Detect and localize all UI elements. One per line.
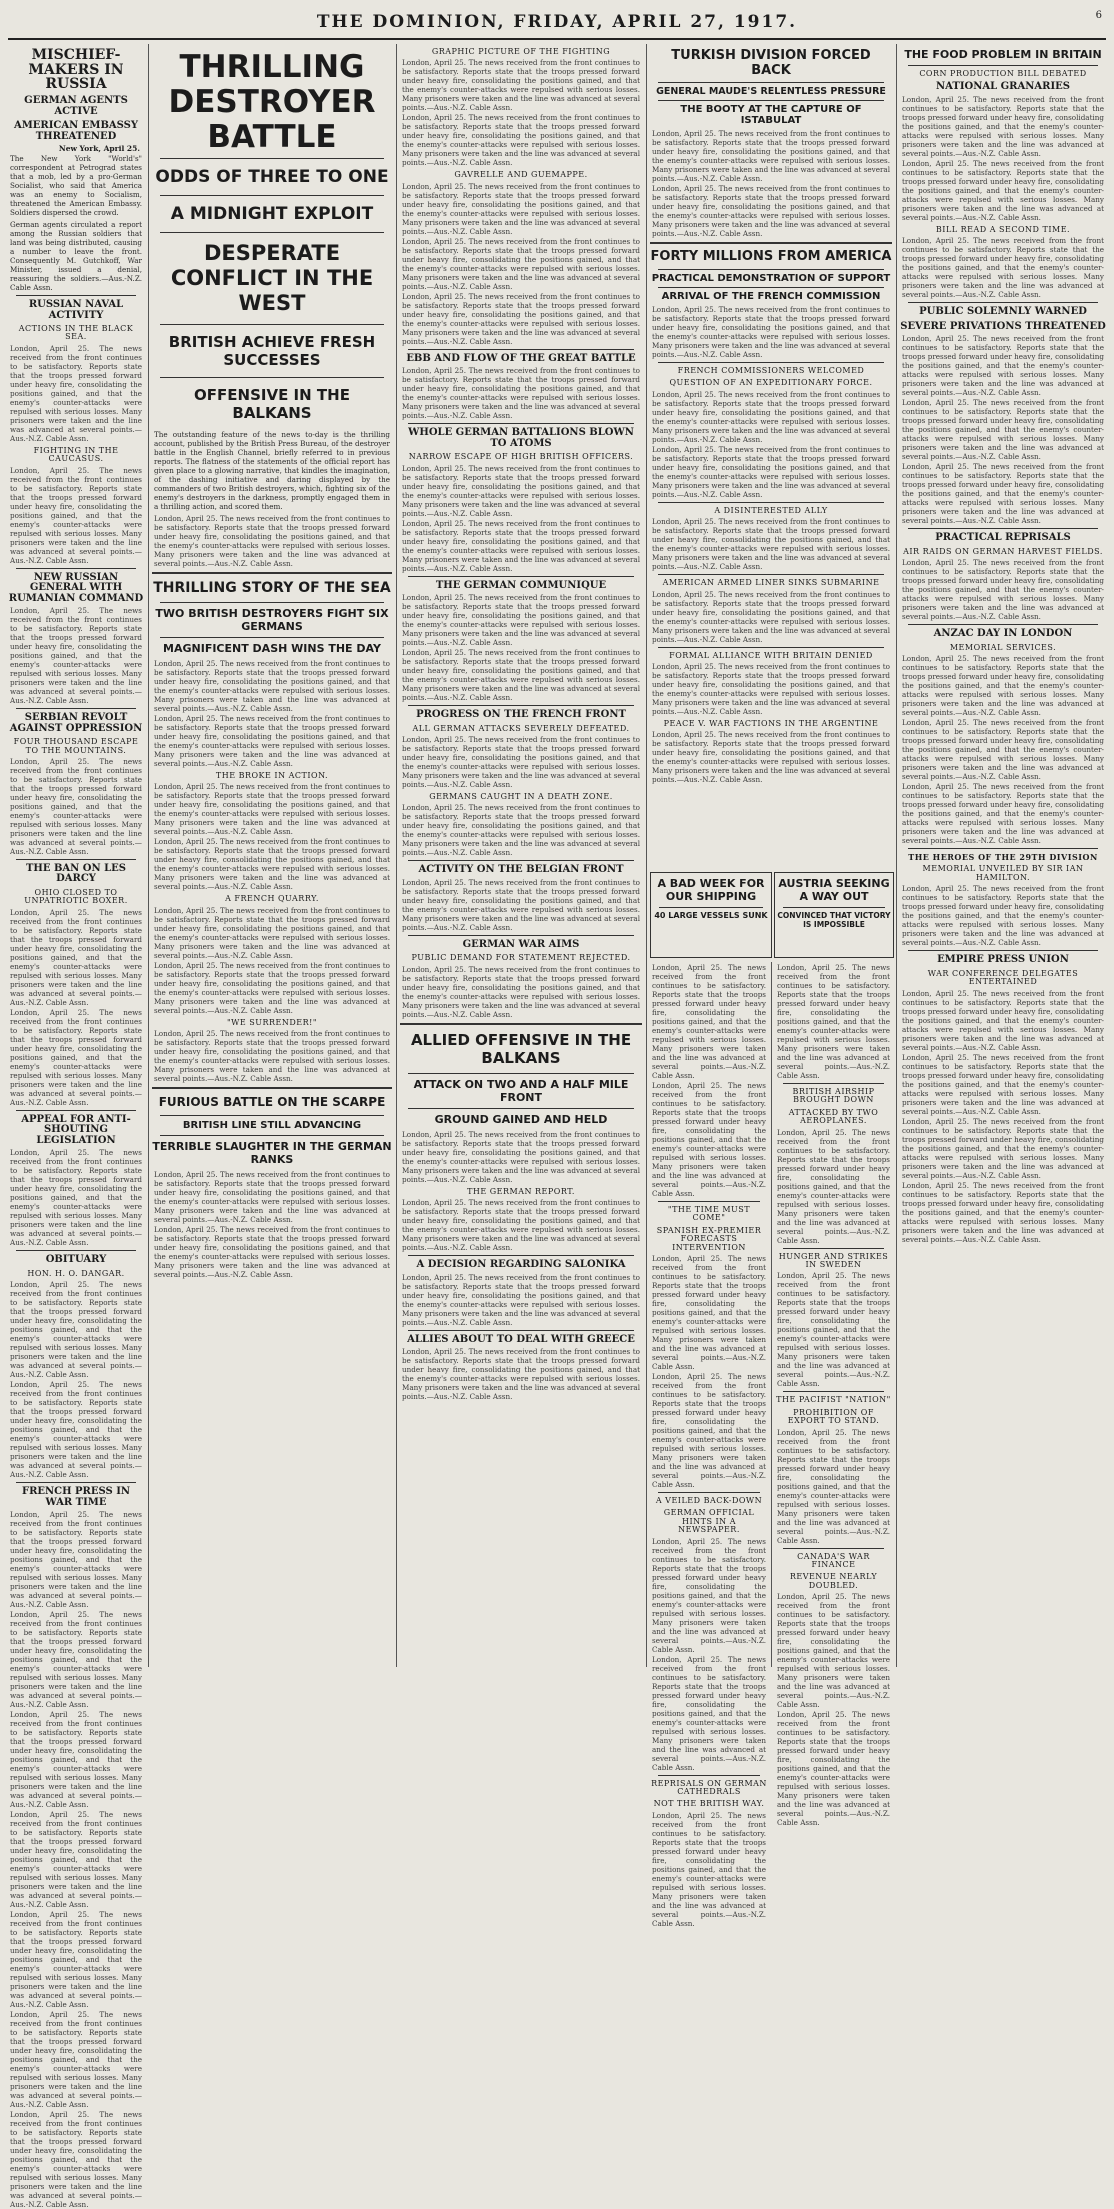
article-text: London, April 25. The news received from the front continues to be satisfactory. Reports state that the troops pressed forward under heavy fire, consolidating the positions gained, and that the enemy's counter-attacks were repulsed with serious losses. Many prisoners were taken and the line was advanced at several points.—Aus.-N.Z. Cable Assn. xyxy=(902,1116,1104,1180)
article-text: London, April 25. The news received from the front continues to be satisfactory. Reports state that the troops pressed forward under heavy fire, consolidating the positions gained, and that the enemy's counter-attacks were repulsed with serious losses. Many prisoners were taken and the line was advanced at several points.—Aus.-N.Z. Cable Assn. xyxy=(402,1272,640,1327)
subheadline: 40 LARGE VESSELS SUNK xyxy=(654,911,768,920)
article-text: London, April 25. The news received from the front continues to be satisfactory. Reports state that the troops pressed forward under heavy fire, consolidating the positions gained, and that the enemy's counter-attacks were repulsed with serious losses. Many prisoners were taken and the line was advanced at several points.—Aus.-N.Z. Cable Assn. xyxy=(402,964,640,1019)
article-text: London, April 25. The news received from the front continues to be satisfactory. Reports state that the troops pressed forward under heavy fire, consolidating the positions gained, and that the enemy's counter-attacks were repulsed with serious losses. Many prisoners were taken and the line was advanced at several points.—Aus.-N.Z. Cable Assn. xyxy=(652,1371,766,1489)
subheadline: HON. H. O. DANGAR. xyxy=(27,1268,125,1278)
article-text: London, April 25. The news received from the front continues to be satisfactory. Reports state that the troops pressed forward under heavy fire, consolidating the positions gained, and that the enemy's counter-attacks were repulsed with serious losses. Many prisoners were taken and the line was advanced at several points.—Aus.-N.Z. Cable Assn. xyxy=(154,905,390,960)
headline: ACTIVITY ON THE BELGIAN FRONT xyxy=(418,864,624,876)
article-text: London, April 25. The news received from the front continues to be satisfactory. Reports state that the troops pressed forward under heavy fire, consolidating the positions gained, and that the enemy's counter-attacks were repulsed with serious losses. Many prisoners were taken and the line was advanced at several points.—Aus.-N.Z. Cable Assn. xyxy=(154,960,390,1015)
section-label: GAVRELLE AND GUEMAPPE. xyxy=(454,170,588,180)
subheadline: ATTACK ON TWO AND A HALF MILE FRONT xyxy=(413,1077,629,1104)
article-text: London, April 25. The news received from the front continues to be satisfactory. Reports state that the troops pressed forward under heavy fire, consolidating the positions gained, and that the enemy's counter-attacks were repulsed with serious losses. Many prisoners were taken and the line was advanced at several points.—Aus.-N.Z. Cable Assn. xyxy=(402,113,640,168)
article-text: London, April 25. The news received from the front continues to be satisfactory. Reports state that the troops pressed forward under heavy fire, consolidating the positions gained, and that the enemy's counter-attacks were repulsed with serious losses. Many prisoners were taken and the line was advanced at several points.—Aus.-N.Z. Cable Assn. xyxy=(154,1170,390,1225)
headline: DESPERATE CONFLICT IN THE WEST xyxy=(170,241,374,315)
article-text: London, April 25. The news received from the front continues to be satisfactory. Reports state that the troops pressed forward under heavy fire, consolidating the positions gained, and that the enemy's counter-attacks were repulsed with serious losses. Many prisoners were taken and the line was advanced at several points.—Aus.-N.Z. Cable Assn. xyxy=(652,661,890,716)
headline: A MIDNIGHT EXPLOIT xyxy=(170,204,374,224)
subheadline: MAGNIFICENT DASH WINS THE DAY xyxy=(163,642,381,655)
subheadline: THE BOOTY AT THE CAPTURE OF ISTABULAT xyxy=(680,104,862,126)
subheadline: QUESTION OF AN EXPEDITIONARY FORCE. xyxy=(669,378,873,388)
subheadline: GERMAN OFFICIAL HINTS IN A NEWSPAPER. xyxy=(663,1508,755,1535)
headline: FURIOUS BATTLE ON THE SCARPE xyxy=(158,1095,386,1110)
column-4a xyxy=(650,962,768,1928)
article-text: London, April 25. The news received from the front continues to be satisfactory. Reports state that the troops pressed forward under heavy fire, consolidating the positions gained, and that the enemy's counter-attacks were repulsed with serious losses. Many prisoners were taken and the line was advanced at several points.—Aus.-N.Z. Cable Assn. xyxy=(402,1347,640,1402)
article-text: London, April 25. The news received from the front continues to be satisfactory. Reports state that the troops pressed forward under heavy fire, consolidating the positions gained, and that the enemy's counter-attacks were repulsed with serious losses. Many prisoners were taken and the line was advanced at several points.—Aus.-N.Z. Cable Assn. xyxy=(777,1592,890,1710)
subheadline: SEVERE PRIVATIONS THREATENED xyxy=(900,320,1106,332)
article-text: London, April 25. The news received from the front continues to be satisfactory. Reports state that the troops pressed forward under heavy fire, consolidating the positions gained, and that the enemy's counter-attacks were repulsed with serious losses. Many prisoners were taken and the line was advanced at several points.—Aus.-N.Z. Cable Assn. xyxy=(652,589,890,644)
article-text: London, April 25. The news received from the front continues to be satisfactory. Reports state that the troops pressed forward under heavy fire, consolidating the positions gained, and that the enemy's counter-attacks were repulsed with serious losses. Many prisoners were taken and the line was advanced at several points.—Aus.-N.Z. Cable Assn. xyxy=(154,1029,390,1084)
subheadline: FOUR THOUSAND ESCAPE TO THE MOUNTAINS. xyxy=(13,737,139,755)
subheadline: BILL READ A SECOND TIME. xyxy=(935,224,1071,234)
boxed-article-shipping xyxy=(650,872,772,958)
subheadline: MEMORIAL SERVICES. xyxy=(949,642,1057,652)
dateline: New York, April 25. xyxy=(58,144,140,154)
article-text: London, April 25. The news received from the front continues to be satisfactory. Reports state that the troops pressed forward under heavy fire, consolidating the positions gained, and that the enemy's counter-attacks were repulsed with serious losses. Many prisoners were taken and the line was advanced at several points.—Aus.-N.Z. Cable Assn. xyxy=(10,1380,142,1480)
article-text: London, April 25. The news received from the front continues to be satisfactory. Reports state that the troops pressed forward under heavy fire, consolidating the positions gained, and that the enemy's counter-attacks were repulsed with serious losses. Many prisoners were taken and the line was advanced at several points.—Aus.-N.Z. Cable Assn. xyxy=(652,1810,766,1928)
headline: WHOLE GERMAN BATTALIONS BLOWN TO ATOMS xyxy=(408,427,634,449)
subheadline: CORN PRODUCTION BILL DEBATED xyxy=(919,69,1087,78)
article-text: London, April 25. The news received from the front continues to be satisfactory. Reports state that the troops pressed forward under heavy fire, consolidating the positions gained, and that the enemy's counter-attacks were repulsed with serious losses. Many prisoners were taken and the line was advanced at several points.—Aus.-N.Z. Cable Assn. xyxy=(402,877,640,932)
article-text: London, April 25. The news received from the front continues to be satisfactory. Reports state that the troops pressed forward under heavy fire, consolidating the positions gained, and that the enemy's counter-attacks were repulsed with serious losses. Many prisoners were taken and the line was advanced at several points.—Aus.-N.Z. Cable Assn. xyxy=(10,2110,142,2209)
article-text: London, April 25. The news received from the front continues to be satisfactory. Reports state that the troops pressed forward under heavy fire, consolidating the positions gained, and that the enemy's counter-attacks were repulsed with serious losses. Many prisoners were taken and the line was advanced at several points.—Aus.-N.Z. Cable Assn. xyxy=(902,782,1104,846)
subheadline: AMERICAN ARMED LINER SINKS SUBMARINE xyxy=(662,578,880,588)
subheadline: ACTIONS IN THE BLACK SEA. xyxy=(18,324,134,342)
subheadline: GERMAN AGENTS ACTIVE xyxy=(24,95,128,117)
subheadline: PRACTICAL DEMONSTRATION OF SUPPORT xyxy=(651,273,891,284)
article-text: London, April 25. The news received from the front continues to be satisfactory. Reports state that the troops pressed forward under heavy fire, consolidating the positions gained, and that the enemy's counter-attacks were repulsed with serious losses. Many prisoners were taken and the line was advanced at several points.—Aus.-N.Z. Cable Assn. xyxy=(902,988,1104,1052)
headline: THE PACIFIST "NATION" xyxy=(776,1395,891,1405)
article-text: London, April 25. The news received from the front continues to be satisfactory. Reports state that the troops pressed forward under heavy fire, consolidating the positions gained, and that the enemy's counter-attacks were repulsed with serious losses. Many prisoners were taken and the line was advanced at several points.—Aus.-N.Z. Cable Assn. xyxy=(402,1198,640,1253)
subheadline: PEACE V. WAR FACTIONS IN THE ARGENTINE xyxy=(663,718,879,728)
article-text: London, April 25. The news received from the front continues to be satisfactory. Reports state that the troops pressed forward under heavy fire, consolidating the positions gained, and that the enemy's counter-attacks were repulsed with serious losses. Many prisoners were taken and the line was advanced at several points.—Aus.-N.Z. Cable Assn. xyxy=(10,606,142,706)
article-text: London, April 25. The news received from the front continues to be satisfactory. Reports state that the troops pressed forward under heavy fire, consolidating the positions gained, and that the enemy's counter-attacks were repulsed with serious losses. Many prisoners were taken and the line was advanced at several points.—Aus.-N.Z. Cable Assn. xyxy=(154,659,390,713)
headline: "THE TIME MUST COME" xyxy=(667,1205,751,1223)
article-text: London, April 25. The news received from the front continues to be satisfactory. Reports state that the troops pressed forward under heavy fire, consolidating the positions gained, and that the enemy's counter-attacks were repulsed with serious losses. Many prisoners were taken and the line was advanced at several points.—Aus.-N.Z. Cable Assn. xyxy=(652,1654,766,1772)
article-text: London, April 25. The news received from the front continues to be satisfactory. Reports state that the troops pressed forward under heavy fire, consolidating the positions gained, and that the enemy's counter-attacks were repulsed with serious losses. Many prisoners were taken and the line was advanced at several points.—Aus.-N.Z. Cable Assn. xyxy=(652,963,766,1080)
headline: REPRISALS ON GERMAN CATHEDRALS xyxy=(651,1778,767,1796)
subheadline: ALL GERMAN ATTACKS SEVERELY DEFEATED. xyxy=(412,723,630,733)
article-text: London, April 25. The news received from the front continues to be satisfactory. Reports state that the troops pressed forward under heavy fire, consolidating the positions gained, and that the enemy's counter-attacks were repulsed with serious losses. Many prisoners were taken and the line was advanced at several points.—Aus.-N.Z. Cable Assn. xyxy=(10,1910,142,2010)
column-4b xyxy=(775,962,892,1828)
subheadline: BRITISH LINE STILL ADVANCING xyxy=(182,1120,362,1132)
article-text: London, April 25. The news received from the front continues to be satisfactory. Reports state that the troops pressed forward under heavy fire, consolidating the positions gained, and that the enemy's counter-attacks were repulsed with serious losses. Many prisoners were taken and the line was advanced at several points.—Aus.-N.Z. Cable Assn. xyxy=(652,389,890,444)
columns xyxy=(8,44,1106,2209)
article-text: London, April 25. The news received from the front continues to be satisfactory. Reports state that the troops pressed forward under heavy fire, consolidating the positions gained, and that the enemy's counter-attacks were repulsed with serious losses. Many prisoners were taken and the line was advanced at several points.—Aus.-N.Z. Cable Assn. xyxy=(402,1129,640,1184)
subheadline: NARROW ESCAPE OF HIGH BRITISH OFFICERS. xyxy=(408,452,634,462)
article-text: London, April 25. The news received from the front continues to be satisfactory. Reports state that the troops pressed forward under heavy fire, consolidating the positions gained, and that the enemy's counter-attacks were repulsed with serious losses. Many prisoners were taken and the line was advanced at several points.—Aus.-N.Z. Cable Assn. xyxy=(902,398,1104,462)
headline: NEW RUSSIAN GENERAL WITH RUMANIAN COMMAND xyxy=(8,571,144,604)
article-text: London, April 25. The news received from the front continues to be satisfactory. Reports state that the troops pressed forward under heavy fire, consolidating the positions gained, and that the enemy's counter-attacks were repulsed with serious losses. Many prisoners were taken and the line was advanced at several points.—Aus.-N.Z. Cable Assn. xyxy=(902,884,1104,948)
article-text: London, April 25. The news received from the front continues to be satisfactory. Reports state that the troops pressed forward under heavy fire, consolidating the positions gained, and that the enemy's counter-attacks were repulsed with serious losses. Many prisoners were taken and the line was advanced at several points.—Aus.-N.Z. Cable Assn. xyxy=(10,2010,142,2110)
subheadline: A DISINTERESTED ALLY xyxy=(714,505,828,515)
subheadline: NATIONAL GRANARIES xyxy=(936,81,1070,93)
article-text: London, April 25. The news received from the front continues to be satisfactory. Reports state that the troops pressed forward under heavy fire, consolidating the positions gained, and that the enemy's counter-attacks were repulsed with serious losses. Many prisoners were taken and the line was advanced at several points.—Aus.-N.Z. Cable Assn. xyxy=(652,184,890,238)
article-text: The New York "World's" correspondent at Petrograd states that a mob, led by a pro-German Socialist, who said that America was an enemy to Socialism, threatened the American Embassy. Soldiers dispersed the crowd. xyxy=(10,154,142,218)
headline: GRAPHIC PICTURE OF THE FIGHTING xyxy=(431,47,611,56)
masthead-title: THE DOMINION, FRIDAY, APRIL 27, 1917. xyxy=(316,12,798,32)
article-text: London, April 25. The news received from the front continues to be satisfactory. Reports state that the troops pressed forward under heavy fire, consolidating the positions gained, and that the enemy's counter-attacks were repulsed with serious losses. Many prisoners were taken and the line was advanced at several points.—Aus.-N.Z. Cable Assn. xyxy=(10,1280,142,1380)
article-text: London, April 25. The news received from the front continues to be satisfactory. Reports state that the troops pressed forward under heavy fire, consolidating the positions gained, and that the enemy's counter-attacks were repulsed with serious losses. Many prisoners were taken and the line was advanced at several points.—Aus.-N.Z. Cable Assn. xyxy=(652,1536,766,1654)
headline: EBB AND FLOW OF THE GREAT BATTLE xyxy=(406,352,636,364)
article-text: London, April 25. The news received from the front continues to be satisfactory. Reports state that the troops pressed forward under heavy fire, consolidating the positions gained, and that the enemy's counter-attacks were repulsed with serious losses. Many prisoners were taken and the line was advanced at several points.—Aus.-N.Z. Cable Assn. xyxy=(154,714,390,768)
masthead xyxy=(8,6,1106,40)
subheadline: THE GERMAN REPORT. xyxy=(467,1186,575,1196)
headline: ALLIES ABOUT TO DEAL WITH GREECE xyxy=(407,1333,635,1345)
headline: TURKISH DIVISION FORCED BACK xyxy=(671,48,871,78)
headline: A DECISION REGARDING SALONIKA xyxy=(416,1259,626,1271)
article-text: London, April 25. The news received from the front continues to be satisfactory. Reports state that the troops pressed forward under heavy fire, consolidating the positions gained, and that the enemy's counter-attacks were repulsed with serious losses. Many prisoners were taken and the line was advanced at several points.—Aus.-N.Z. Cable Assn. xyxy=(402,236,640,291)
subheadline: GROUND GAINED AND HELD xyxy=(434,1112,608,1126)
article-text: London, April 25. The news received from the front continues to be satisfactory. Reports state that the troops pressed forward under heavy fire, consolidating the positions gained, and that the enemy's counter-attacks were repulsed with serious losses. Many prisoners were taken and the line was advanced at several points.—Aus.-N.Z. Cable Assn. xyxy=(652,730,890,785)
subheadline: OHIO CLOSED TO UNPATRIOTIC BOXER. xyxy=(24,887,128,906)
headline: HUNGER AND STRIKES IN SWEDEN xyxy=(778,1251,889,1269)
article-text: London, April 25. The news received from the front continues to be satisfactory. Reports state that the troops pressed forward under heavy fire, consolidating the positions gained, and that the enemy's counter-attacks were repulsed with serious losses. Many prisoners were taken and the line was advanced at several points.—Aus.-N.Z. Cable Assn. xyxy=(902,94,1104,158)
subheadline: CONVINCED THAT VICTORY IS IMPOSSIBLE xyxy=(777,911,891,929)
article-text: London, April 25. The news received from the front continues to be satisfactory. Reports state that the troops pressed forward under heavy fire, consolidating the positions gained, and that the enemy's counter-attacks were repulsed with serious losses. Many prisoners were taken and the line was advanced at several points.—Aus.-N.Z. Cable Assn. xyxy=(10,1148,142,1248)
article-text: London, April 25. The news received from the front continues to be satisfactory. Reports state that the troops pressed forward under heavy fire, consolidating the positions gained, and that the enemy's counter-attacks were repulsed with serious losses. Many prisoners were taken and the line was advanced at several points.—Aus.-N.Z. Cable Assn. xyxy=(402,518,640,573)
headline: OBITUARY xyxy=(45,1254,107,1266)
subheadline: GENERAL MAUDE'S RELENTLESS PRESSURE xyxy=(656,86,886,97)
headline: FORTY MILLIONS FROM AMERICA xyxy=(650,249,892,264)
headline: APPEAL FOR ANTI-SHOUTING LEGISLATION xyxy=(21,1113,131,1146)
headline: AUSTRIA SEEKING A WAY OUT xyxy=(778,877,890,903)
article-text: London, April 25. The news received from the front continues to be satisfactory. Reports state that the troops pressed forward under heavy fire, consolidating the positions gained, and that the enemy's counter-attacks were repulsed with serious losses. Many prisoners were taken and the line was advanced at several points.—Aus.-N.Z. Cable Assn. xyxy=(777,1427,890,1545)
section-label: A FRENCH QUARRY. xyxy=(225,894,319,904)
article-text: London, April 25. The news received from the front continues to be satisfactory. Reports state that the troops pressed forward under heavy fire, consolidating the positions gained, and that the enemy's counter-attacks were repulsed with serious losses. Many prisoners were taken and the line was advanced at several points.—Aus.-N.Z. Cable Assn. xyxy=(777,1271,890,1389)
headline: THRILLING STORY OF THE SEA xyxy=(153,580,391,596)
section-label: "WE SURRENDER!" xyxy=(226,1017,318,1027)
subheadline: TWO BRITISH DESTROYERS FIGHT SIX GERMANS xyxy=(155,607,389,633)
article-text: London, April 25. The news received from the front continues to be satisfactory. Reports state that the troops pressed forward under heavy fire, consolidating the positions gained, and that the enemy's counter-attacks were repulsed with serious losses. Many prisoners were taken and the line was advanced at several points.—Aus.-N.Z. Cable Assn. xyxy=(154,514,390,568)
article-text: London, April 25. The news received from the front continues to be satisfactory. Reports state that the troops pressed forward under heavy fire, consolidating the positions gained, and that the enemy's counter-attacks were repulsed with serious losses. Many prisoners were taken and the line was advanced at several points.—Aus.-N.Z. Cable Assn. xyxy=(402,735,640,790)
subheadline: GERMANS CAUGHT IN A DEATH ZONE. xyxy=(429,792,613,802)
article-text: London, April 25. The news received from the front continues to be satisfactory. Reports state that the troops pressed forward under heavy fire, consolidating the positions gained, and that the enemy's counter-attacks were repulsed with serious losses. Many prisoners were taken and the line was advanced at several points.—Aus.-N.Z. Cable Assn. xyxy=(902,158,1104,222)
headline: THE GERMAN COMMUNIQUE xyxy=(435,579,607,591)
article-text: London, April 25. The news received from the front continues to be satisfactory. Reports state that the troops pressed forward under heavy fire, consolidating the positions gained, and that the enemy's counter-attacks were repulsed with serious losses. Many prisoners were taken and the line was advanced at several points.—Aus.-N.Z. Cable Assn. xyxy=(10,756,142,856)
headline: BRITISH AIRSHIP BROUGHT DOWN xyxy=(792,1087,875,1105)
article-text: The outstanding feature of the news to-day is the thrilling account, published by the British Press Bureau, of the destroyer battle in the English Channel, briefly referred to in previous reports. The flatness of the statements of the official report has given place to a glowing narrative, that kindles the imagination, of the dashing initiative and daring displayed by the commanders of two British destroyers, which, fighting six of the enemy's destroyers in the darkness, promptly engaged them in a thrilling action, and scored them. xyxy=(154,430,390,511)
article-text: London, April 25. The news received from the front continues to be satisfactory. Reports state that the troops pressed forward under heavy fire, consolidating the positions gained, and that the enemy's counter-attacks were repulsed with serious losses. Many prisoners were taken and the line was advanced at several points.—Aus.-N.Z. Cable Assn. xyxy=(10,465,142,565)
article-text: London, April 25. The news received from the front continues to be satisfactory. Reports state that the troops pressed forward under heavy fire, consolidating the positions gained, and that the enemy's counter-attacks were repulsed with serious losses. Many prisoners were taken and the line was advanced at several points.—Aus.-N.Z. Cable Assn. xyxy=(902,334,1104,398)
headline: BRITISH ACHIEVE FRESH SUCCESSES xyxy=(168,333,376,369)
column-4 xyxy=(650,44,892,864)
subheadline: PUBLIC DEMAND FOR STATEMENT REJECTED. xyxy=(411,953,631,963)
subheadline: MEMORIAL UNVEILED BY SIR IAN HAMILTON. xyxy=(922,864,1084,882)
column-5 xyxy=(900,44,1106,1667)
article-text: London, April 25. The news received from the front continues to be satisfactory. Reports state that the troops pressed forward under heavy fire, consolidating the positions gained, and that the enemy's counter-attacks were repulsed with serious losses. Many prisoners were taken and the line was advanced at several points.—Aus.-N.Z. Cable Assn. xyxy=(10,1810,142,1910)
boxed-article-austria xyxy=(774,872,894,958)
headline: THE HEROES OF THE 29TH DIVISION xyxy=(908,852,1098,863)
column-2 xyxy=(152,44,392,1667)
column-1 xyxy=(8,44,144,2209)
headline: THE FOOD PROBLEM IN BRITAIN xyxy=(904,48,1102,61)
headline: A VEILED BACK-DOWN xyxy=(655,1495,763,1505)
subheadline: FRENCH COMMISSIONERS WELCOMED xyxy=(677,366,865,375)
article-text: London, April 25. The news received from the front continues to be satisfactory. Reports state that the troops pressed forward under heavy fire, consolidating the positions gained, and that the enemy's counter-attacks were repulsed with serious losses. Many prisoners were taken and the line was advanced at several points.—Aus.-N.Z. Cable Assn. xyxy=(402,58,640,113)
headline: RUSSIAN NAVAL ACTIVITY xyxy=(28,299,124,321)
article-text: London, April 25. The news received from the front continues to be satisfactory. Reports state that the troops pressed forward under heavy fire, consolidating the positions gained, and that the enemy's counter-attacks were repulsed with serious losses. Many prisoners were taken and the line was advanced at several points.—Aus.-N.Z. Cable Assn. xyxy=(154,782,390,837)
article-text: London, April 25. The news received from the front continues to be satisfactory. Reports state that the troops pressed forward under heavy fire, consolidating the positions gained, and that the enemy's counter-attacks were repulsed with serious losses. Many prisoners were taken and the line was advanced at several points.—Aus.-N.Z. Cable Assn. xyxy=(777,1710,890,1828)
article-text: London, April 25. The news received from the front continues to be satisfactory. Reports state that the troops pressed forward under heavy fire, consolidating the positions gained, and that the enemy's counter-attacks were repulsed with serious losses. Many prisoners were taken and the line was advanced at several points.—Aus.-N.Z. Cable Assn. xyxy=(10,907,142,1007)
article-text: German agents circulated a report among the Russian soldiers that land was being distributed, causing a number to leave the front. Consequently M. Gutchkoff, War Minister, issued a denial, reassuring the soldiers.—Aus.-N.Z. Cable Assn. xyxy=(10,220,142,293)
headline: THE BAN ON LES DARCY xyxy=(25,862,127,885)
page-number: 6 xyxy=(1095,10,1102,21)
subheadline: NOT THE BRITISH WAY. xyxy=(653,1799,765,1809)
headline: GERMAN WAR AIMS xyxy=(462,938,580,950)
article-text: London, April 25. The news received from the front continues to be satisfactory. Reports state that the troops pressed forward under heavy fire, consolidating the positions gained, and that the enemy's counter-attacks were repulsed with serious losses. Many prisoners were taken and the line was advanced at several points.—Aus.-N.Z. Cable Assn. xyxy=(154,1225,390,1280)
article-text: London, April 25. The news received from the front continues to be satisfactory. Reports state that the troops pressed forward under heavy fire, consolidating the positions gained, and that the enemy's counter-attacks were repulsed with serious losses. Many prisoners were taken and the line was advanced at several points.—Aus.-N.Z. Cable Assn. xyxy=(402,366,640,421)
headline: SERBIAN REVOLT AGAINST OPPRESSION xyxy=(9,712,143,734)
main-headline: THRILLING DESTROYER BATTLE xyxy=(168,49,376,155)
headline: OFFENSIVE IN THE BALKANS xyxy=(194,386,350,422)
headline: PROGRESS ON THE FRENCH FRONT xyxy=(416,709,626,721)
article-text: London, April 25. The news received from the front continues to be satisfactory. Reports state that the troops pressed forward under heavy fire, consolidating the positions gained, and that the enemy's counter-attacks were repulsed with serious losses. Many prisoners were taken and the line was advanced at several points.—Aus.-N.Z. Cable Assn. xyxy=(777,1127,890,1245)
subheadline: FORMAL ALLIANCE WITH BRITAIN DENIED xyxy=(669,650,873,660)
headline: ANZAC DAY IN LONDON xyxy=(933,628,1073,640)
article-text: London, April 25. The news received from the front continues to be satisfactory. Reports state that the troops pressed forward under heavy fire, consolidating the positions gained, and that the enemy's counter-attacks were repulsed with serious losses. Many prisoners were taken and the line was advanced at several points.—Aus.-N.Z. Cable Assn. xyxy=(10,1610,142,1710)
article-text: London, April 25. The news received from the front continues to be satisfactory. Reports state that the troops pressed forward under heavy fire, consolidating the positions gained, and that the enemy's counter-attacks were repulsed with serious losses. Many prisoners were taken and the line was advanced at several points.—Aus.-N.Z. Cable Assn. xyxy=(154,837,390,892)
subheadline: REVENUE NEARLY DOUBLED. xyxy=(789,1572,878,1590)
column-3 xyxy=(400,44,642,1667)
article-text: London, April 25. The news received from the front continues to be satisfactory. Reports state that the troops pressed forward under heavy fire, consolidating the positions gained, and that the enemy's counter-attacks were repulsed with serious losses. Many prisoners were taken and the line was advanced at several points.—Aus.-N.Z. Cable Assn. xyxy=(652,517,890,572)
subheadline: ARRIVAL OF THE FRENCH COMMISSION xyxy=(661,291,881,302)
article-text: London, April 25. The news received from the front continues to be satisfactory. Reports state that the troops pressed forward under heavy fire, consolidating the positions gained, and that the enemy's counter-attacks were repulsed with serious losses. Many prisoners were taken and the line was advanced at several points.—Aus.-N.Z. Cable Assn. xyxy=(402,593,640,648)
article-text: London, April 25. The news received from the front continues to be satisfactory. Reports state that the troops pressed forward under heavy fire, consolidating the positions gained, and that the enemy's counter-attacks were repulsed with serious losses. Many prisoners were taken and the line was advanced at several points.—Aus.-N.Z. Cable Assn. xyxy=(777,963,890,1080)
subheadline: TERRIBLE SLAUGHTER IN THE GERMAN RANKS xyxy=(152,1140,392,1167)
subheadline: AIR RAIDS ON GERMAN HARVEST FIELDS. xyxy=(903,546,1103,556)
subheadline: WAR CONFERENCE DELEGATES ENTERTAINED xyxy=(927,968,1079,987)
article-text: London, April 25. The news received from the front continues to be satisfactory. Reports state that the troops pressed forward under heavy fire, consolidating the positions gained, and that the enemy's counter-attacks were repulsed with serious losses. Many prisoners were taken and the line was advanced at several points.—Aus.-N.Z. Cable Assn. xyxy=(402,803,640,858)
article-text: London, April 25. The news received from the front continues to be satisfactory. Reports state that the troops pressed forward under heavy fire, consolidating the positions gained, and that the enemy's counter-attacks were repulsed with serious losses. Many prisoners were taken and the line was advanced at several points.—Aus.-N.Z. Cable Assn. xyxy=(402,648,640,703)
article-text: London, April 25. The news received from the front continues to be satisfactory. Reports state that the troops pressed forward under heavy fire, consolidating the positions gained, and that the enemy's counter-attacks were repulsed with serious losses. Many prisoners were taken and the line was advanced at several points.—Aus.-N.Z. Cable Assn. xyxy=(902,654,1104,718)
article-text: London, April 25. The news received from the front continues to be satisfactory. Reports state that the troops pressed forward under heavy fire, consolidating the positions gained, and that the enemy's counter-attacks were repulsed with serious losses. Many prisoners were taken and the line was advanced at several points.—Aus.-N.Z. Cable Assn. xyxy=(10,1007,142,1107)
article-text: London, April 25. The news received from the front continues to be satisfactory. Reports state that the troops pressed forward under heavy fire, consolidating the positions gained, and that the enemy's counter-attacks were repulsed with serious losses. Many prisoners were taken and the line was advanced at several points.—Aus.-N.Z. Cable Assn. xyxy=(652,444,890,499)
article-text: London, April 25. The news received from the front continues to be satisfactory. Reports state that the troops pressed forward under heavy fire, consolidating the positions gained, and that the enemy's counter-attacks were repulsed with serious losses. Many prisoners were taken and the line was advanced at several points.—Aus.-N.Z. Cable Assn. xyxy=(902,1052,1104,1116)
headline: EMPIRE PRESS UNION xyxy=(937,954,1069,966)
headline: MISCHIEF-MAKERS IN RUSSIA xyxy=(28,47,124,93)
article-text: London, April 25. The news received from the front continues to be satisfactory. Reports state that the troops pressed forward under heavy fire, consolidating the positions gained, and that the enemy's counter-attacks were repulsed with serious losses. Many prisoners were taken and the line was advanced at several points.—Aus.-N.Z. Cable Assn. xyxy=(10,343,142,443)
article-text: London, April 25. The news received from the front continues to be satisfactory. Reports state that the troops pressed forward under heavy fire, consolidating the positions gained, and that the enemy's counter-attacks were repulsed with serious losses. Many prisoners were taken and the line was advanced at several points.—Aus.-N.Z. Cable Assn. xyxy=(402,463,640,518)
article-text: London, April 25. The news received from the front continues to be satisfactory. Reports state that the troops pressed forward under heavy fire, consolidating the positions gained, and that the enemy's counter-attacks were repulsed with serious losses. Many prisoners were taken and the line was advanced at several points.—Aus.-N.Z. Cable Assn. xyxy=(402,291,640,346)
article-text: London, April 25. The news received from the front continues to be satisfactory. Reports state that the troops pressed forward under heavy fire, consolidating the positions gained, and that the enemy's counter-attacks were repulsed with serious losses. Many prisoners were taken and the line was advanced at several points.—Aus.-N.Z. Cable Assn. xyxy=(902,236,1104,300)
article-text: London, April 25. The news received from the front continues to be satisfactory. Reports state that the troops pressed forward under heavy fire, consolidating the positions gained, and that the enemy's counter-attacks were repulsed with serious losses. Many prisoners were taken and the line was advanced at several points.—Aus.-N.Z. Cable Assn. xyxy=(902,558,1104,622)
article-text: London, April 25. The news received from the front continues to be satisfactory. Reports state that the troops pressed forward under heavy fire, consolidating the positions gained, and that the enemy's counter-attacks were repulsed with serious losses. Many prisoners were taken and the line was advanced at several points.—Aus.-N.Z. Cable Assn. xyxy=(10,1710,142,1810)
subheadline: FIGHTING IN THE CAUCASUS. xyxy=(33,445,119,464)
article-text: London, April 25. The news received from the front continues to be satisfactory. Reports state that the troops pressed forward under heavy fire, consolidating the positions gained, and that the enemy's counter-attacks were repulsed with serious losses. Many prisoners were taken and the line was advanced at several points.—Aus.-N.Z. Cable Assn. xyxy=(652,305,890,359)
article-text: London, April 25. The news received from the front continues to be satisfactory. Reports state that the troops pressed forward under heavy fire, consolidating the positions gained, and that the enemy's counter-attacks were repulsed with serious losses. Many prisoners were taken and the line was advanced at several points.—Aus.-N.Z. Cable Assn. xyxy=(902,718,1104,782)
headline: A BAD WEEK FOR OUR SHIPPING xyxy=(657,877,765,903)
headline: ALLIED OFFENSIVE IN THE BALKANS xyxy=(410,1030,632,1067)
subheadline: ATTACKED BY TWO AEROPLANES. xyxy=(788,1107,879,1126)
headline: PUBLIC SOLEMNLY WARNED xyxy=(919,306,1087,318)
article-text: London, April 25. The news received from the front continues to be satisfactory. Reports state that the troops pressed forward under heavy fire, consolidating the positions gained, and that the enemy's counter-attacks were repulsed with serious losses. Many prisoners were taken and the line was advanced at several points.—Aus.-N.Z. Cable Assn. xyxy=(902,1180,1104,1244)
headline: FRENCH PRESS IN WAR TIME xyxy=(21,1486,131,1508)
headline: CANADA'S WAR FINANCE xyxy=(797,1551,870,1569)
article-text: London, April 25. The news received from the front continues to be satisfactory. Reports state that the troops pressed forward under heavy fire, consolidating the positions gained, and that the enemy's counter-attacks were repulsed with serious losses. Many prisoners were taken and the line was advanced at several points.—Aus.-N.Z. Cable Assn. xyxy=(10,1510,142,1610)
section-label: THE BROKE IN ACTION. xyxy=(215,771,329,780)
article-text: London, April 25. The news received from the front continues to be satisfactory. Reports state that the troops pressed forward under heavy fire, consolidating the positions gained, and that the enemy's counter-attacks were repulsed with serious losses. Many prisoners were taken and the line was advanced at several points.—Aus.-N.Z. Cable Assn. xyxy=(402,181,640,236)
article-text: London, April 25. The news received from the front continues to be satisfactory. Reports state that the troops pressed forward under heavy fire, consolidating the positions gained, and that the enemy's counter-attacks were repulsed with serious losses. Many prisoners were taken and the line was advanced at several points.—Aus.-N.Z. Cable Assn. xyxy=(652,129,890,183)
headline: ODDS OF THREE TO ONE xyxy=(155,167,389,187)
subheadline: SPANISH EX-PREMIER FORECASTS INTERVENTION xyxy=(656,1225,762,1252)
article-text: London, April 25. The news received from the front continues to be satisfactory. Reports state that the troops pressed forward under heavy fire, consolidating the positions gained, and that the enemy's counter-attacks were repulsed with serious losses. Many prisoners were taken and the line was advanced at several points.—Aus.-N.Z. Cable Assn. xyxy=(652,1081,766,1198)
article-text: London, April 25. The news received from the front continues to be satisfactory. Reports state that the troops pressed forward under heavy fire, consolidating the positions gained, and that the enemy's counter-attacks were repulsed with serious losses. Many prisoners were taken and the line was advanced at several points.—Aus.-N.Z. Cable Assn. xyxy=(652,1253,766,1371)
subheadline: PROHIBITION OF EXPORT TO STAND. xyxy=(787,1407,880,1426)
subheadline: AMERICAN EMBASSY THREATENED xyxy=(13,120,139,142)
article-text: London, April 25. The news received from the front continues to be satisfactory. Reports state that the troops pressed forward under heavy fire, consolidating the positions gained, and that the enemy's counter-attacks were repulsed with serious losses. Many prisoners were taken and the line was advanced at several points.—Aus.-N.Z. Cable Assn. xyxy=(902,462,1104,526)
headline: PRACTICAL REPRISALS xyxy=(935,532,1071,544)
